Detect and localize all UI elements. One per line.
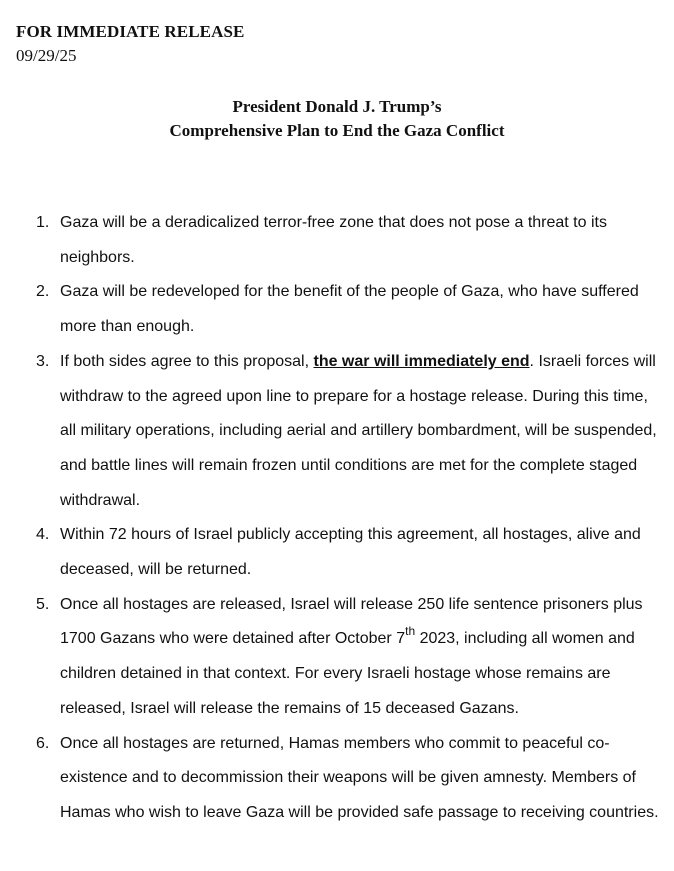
- release-label: FOR IMMEDIATE RELEASE: [16, 22, 245, 41]
- release-date: 09/29/25: [16, 46, 77, 65]
- point-text: Within 72 hours of Israel publicly accepting this agreement, all hostages, alive and deceased, will be returned.: [60, 526, 641, 579]
- point-text: Gaza will be a deradicalized terror-free zone that does not pose a threat to its neighbors.: [60, 214, 607, 266]
- title-line-1: President Donald J. Trump’s: [232, 97, 442, 116]
- point-number: 2.: [36, 283, 50, 301]
- plan-point-5: [0, 588, 674, 727]
- release-header: [16, 20, 244, 68]
- point-text-before: If both sides agree to this proposal,: [60, 352, 314, 370]
- document-title: [0, 95, 674, 143]
- point-number: 5.: [36, 595, 50, 613]
- plan-point-4: [0, 518, 674, 587]
- point-text-after: 2023, including all women and children detained in that context. For every Israeli hostage whose remains are released, Israel will release the remains of 15 deceased Gazans.: [60, 630, 635, 717]
- point-emphasis: the war will immediately end: [313, 352, 530, 370]
- point-number: 6.: [36, 734, 50, 752]
- ordinal-superscript: th: [405, 624, 416, 639]
- plan-point-6: [0, 727, 674, 831]
- point-number: 1.: [36, 214, 50, 231]
- point-number: 4.: [36, 526, 50, 544]
- point-text-after: . Israeli forces will withdraw to the agreed upon line to prepare for a hostage release. During this time, all military operations, including aerial and artillery bombardment, will be suspended, and battle lines will remain frozen until conditions are met for the complete staged withdrawal.: [60, 352, 657, 509]
- title-line-2: Comprehensive Plan to End the Gaza Conflict: [169, 121, 505, 140]
- plan-point-2: [0, 275, 674, 344]
- plan-points-list: [0, 206, 674, 831]
- point-text: Once all hostages are returned, Hamas members who commit to peaceful co-existence and to decommission their weapons will be given amnesty. Members of Hamas who wish to leave Gaza will be provided safe passage to receiving countries.: [60, 734, 659, 821]
- plan-point-1: [0, 206, 674, 275]
- plan-point-3: [0, 345, 674, 519]
- point-text: Gaza will be redeveloped for the benefit of the people of Gaza, who have suffered more than enough.: [60, 283, 639, 336]
- point-number: 3.: [36, 352, 50, 370]
- point-text-before: Once all hostages are released, Israel will release 250 life sentence prisoners plus 1700 Gazans who were detained after October 7: [60, 595, 643, 648]
